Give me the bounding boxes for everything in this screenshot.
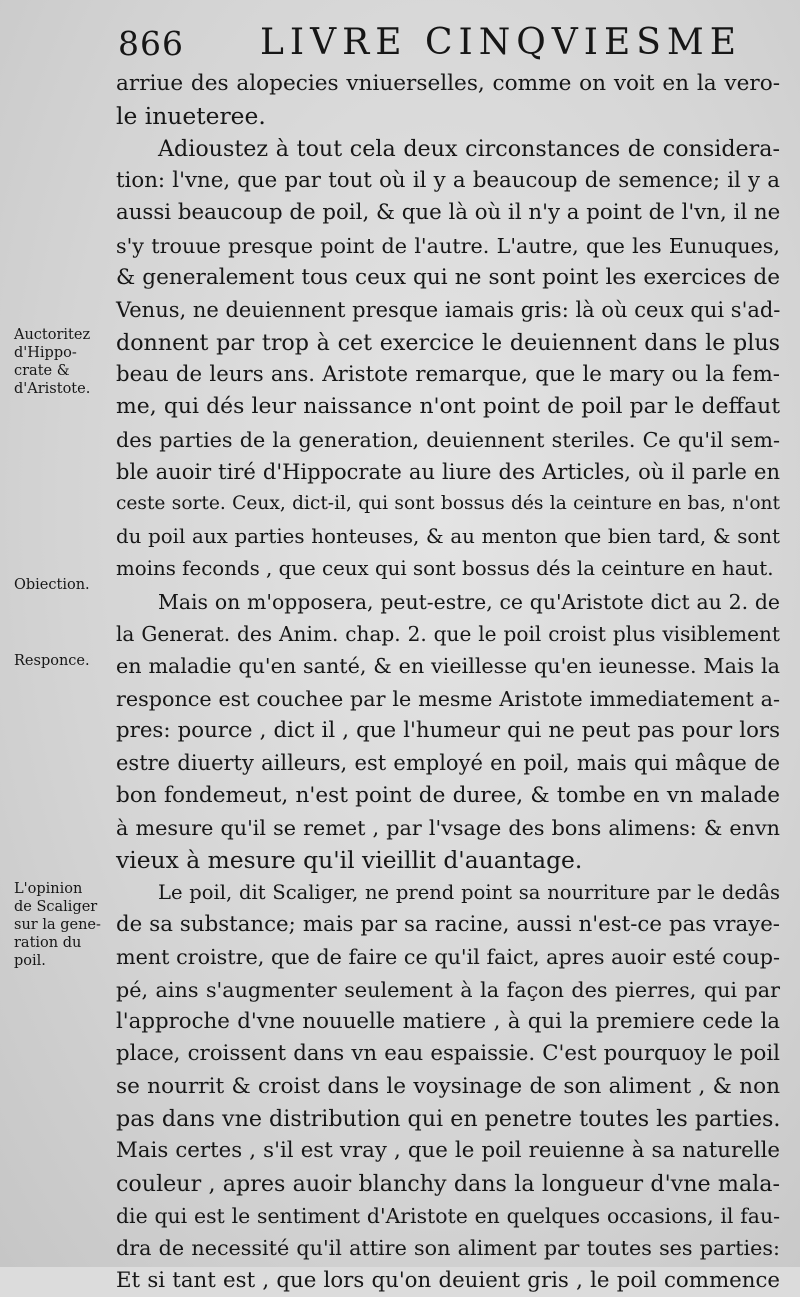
text-line: ble auoir tiré d'Hippocrate au liure des Articles, où il parle en (116, 460, 780, 485)
text-line: ment croistre, que de faire ce qu'il faict, apres auoir esté coup- (116, 945, 780, 970)
margin-line: crate & (14, 363, 70, 379)
marginal-note-objection (14, 576, 112, 594)
text-line: couleur , apres auoir blanchy dans la longueur d'vne mala- (116, 1170, 780, 1197)
text-line: aussi beaucoup de poil, & que là où il n'y a point de l'vn, il ne (116, 200, 781, 226)
margin-line: d'Aristote. (14, 381, 91, 397)
text-line: beau de leurs ans. Aristote remarque, que le mary ou la fem- (116, 362, 780, 388)
text-line: Mais certes , s'il est vray , que le poil reuienne à sa naturelle (116, 1138, 780, 1164)
text-line: à mesure qu'il se remet , par l'vsage des bons alimens: & envn (116, 815, 780, 840)
text-line: responce est couchee par le mesme Aristote immediatement a- (116, 686, 780, 711)
text-line: me, qui dés leur naissance n'ont point de poil par le deffaut (116, 394, 780, 420)
marginal-note-authorities (14, 326, 112, 398)
margin-line: ration du (14, 935, 82, 951)
margin-line: de Scaliger (14, 899, 98, 915)
text-line: pé, ains s'augmenter seulement à la façon des pierres, qui par (116, 977, 780, 1002)
text-line: l'approche d'vne nouuelle matiere , à qui la premiere cede la (116, 1008, 780, 1034)
margin-line: Responce. (14, 653, 90, 669)
margin-line: d'Hippo- (14, 345, 77, 361)
body-text (116, 68, 780, 1297)
margin-line: Obiection. (14, 577, 90, 593)
page-number: 866 (118, 24, 184, 63)
running-title: LIVRE CINQVIESME (260, 22, 743, 63)
margin-line: Auctoritez (14, 327, 91, 343)
text-line: de sa substance; mais par sa racine, aussi n'est-ce pas vraye- (116, 911, 780, 937)
text-line: moins feconds , que ceux qui sont bossus dés la ceinture en haut. (116, 557, 774, 581)
text-line: die qui est le sentiment d'Aristote en quelques occasions, il fau- (116, 1204, 780, 1229)
marginal-note-response (14, 652, 112, 670)
margin-line: poil. (14, 953, 46, 969)
margin-line: L'opinion (14, 881, 83, 897)
text-line: & generalement tous ceux qui ne sont point les exercices de (116, 265, 780, 291)
margin-line: sur la gene- (14, 917, 101, 933)
text-line: Le poil, dit Scaliger, ne prend point sa nourriture par le dedâs (158, 880, 780, 904)
text-line: ceste sorte. Ceux, dict-il, qui sont bossus dés la ceinture en bas, n'ont (116, 493, 780, 515)
text-line: le inueteree. (116, 102, 266, 131)
text-line: estre diuerty ailleurs, est employé en poil, mais qui mâque de (116, 751, 780, 776)
text-line: la Generat. des Anim. chap. 2. que le poil croist plus visiblement (116, 621, 780, 646)
text-line: pas dans vne distribution qui en penetre toutes les parties. (116, 1106, 781, 1132)
text-line: des parties de la generation, deuiennent steriles. Ce qu'il sem- (116, 427, 780, 452)
text-line: pres: pource , dict il , que l'humeur qui ne peut pas pour lors (116, 717, 780, 743)
text-line: Et si tant est , que lors qu'on deuient gris , le poil commence (116, 1267, 780, 1293)
marginal-note-scaliger (14, 880, 112, 970)
text-line: Mais on m'opposera, peut-estre, ce qu'Aristote dict au 2. de (158, 589, 780, 614)
text-line: Adioustez à tout cela deux circonstances de considera- (158, 135, 780, 162)
text-line: s'y trouue presque point de l'autre. L'autre, que les Eunuques, (116, 233, 780, 258)
text-line: vieux à mesure qu'il vieillit d'auantage. (116, 846, 583, 875)
text-line: du poil aux parties honteuses, & au menton que bien tard, & sont (116, 524, 780, 548)
text-line: se nourrit & croist dans le voysinage de son aliment , & non (116, 1073, 780, 1099)
text-line: tion: l'vne, que par tout où il y a beaucoup de semence; il y a (116, 168, 780, 194)
text-line: bon fondemeut, n'est point de duree, & tombe en vn malade (116, 782, 780, 808)
text-line: place, croissent dans vn eau espaissie. C'est pourquoy le poil (116, 1041, 780, 1067)
text-line: dra de necessité qu'il attire son aliment par toutes ses parties: (116, 1236, 780, 1261)
text-line: en maladie qu'en santé, & en vieillesse qu'en ieunesse. Mais la (116, 654, 780, 679)
text-line: donnent par trop à cet exercice le deuiennent dans le plus (116, 329, 780, 356)
text-line: arriue des alopecies vniuerselles, comme on voit en la vero- (116, 71, 780, 96)
page-header (118, 22, 780, 68)
text-line: Venus, ne deuiennent presque iamais gris: là où ceux qui s'ad- (116, 298, 781, 323)
